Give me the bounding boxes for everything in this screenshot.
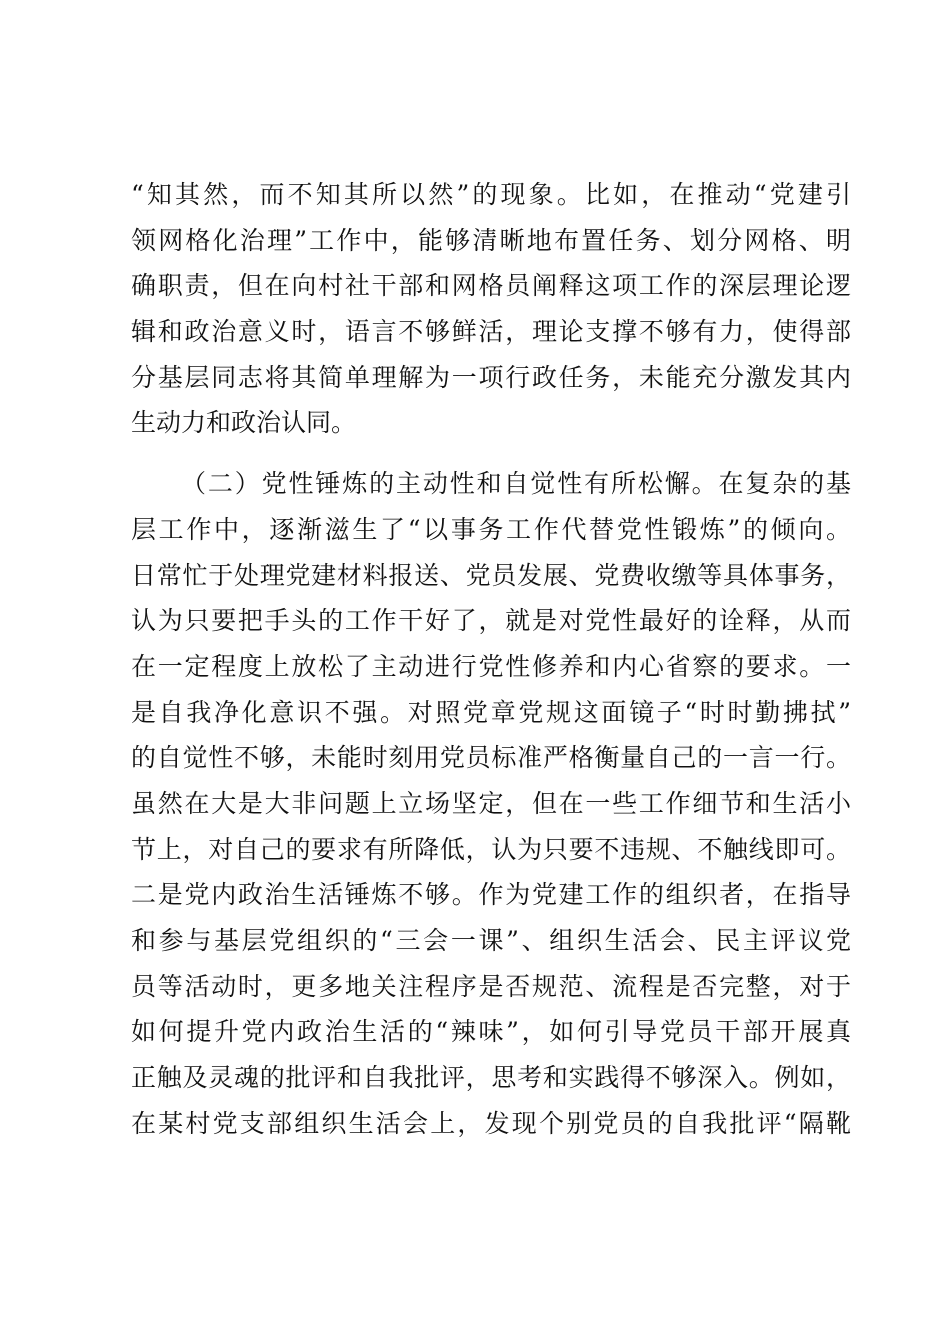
text-line: 员等活动时，更多地关注程序是否规范、流程是否完整，对于 [131, 971, 851, 1001]
text-line: 虽然在大是大非问题上立场坚定，但在一些工作细节和生活小 [131, 788, 851, 818]
text-line: “知其然，而不知其所以然”的现象。比如，在推动“党建引 [131, 180, 851, 209]
section-heading-line: （二）党性锤炼的主动性和自觉性有所松懈。在复杂的基 [181, 469, 851, 499]
text-line: 节上，对自己的要求有所降低，认为只要不违规、不触线即可。 [131, 834, 851, 864]
text-line: 是自我净化意识不强。对照党章党规这面镜子“时时勤拂拭” [131, 697, 851, 727]
text-line: 分基层同志将其简单理解为一项行政任务，未能充分激发其内 [131, 362, 851, 392]
text-line: 生动力和政治认同。 [131, 408, 357, 438]
text-line: 如何提升党内政治生活的“辣味”，如何引导党员干部开展真 [131, 1017, 851, 1047]
paragraph-continuation [131, 172, 851, 446]
text-line: 二是党内政治生活锤炼不够。作为党建工作的组织者，在指导 [131, 880, 851, 910]
paragraph-section-two [131, 461, 851, 1146]
body-text [131, 172, 851, 1146]
text-line: 确职责，但在向村社干部和网格员阐释这项工作的深层理论逻 [131, 271, 851, 301]
text-line: 日常忙于处理党建材料报送、党员发展、党费收缴等具体事务， [131, 560, 851, 590]
text-line: 认为只要把手头的工作干好了，就是对党性最好的诠释，从而 [131, 606, 851, 636]
text-line: 的自觉性不够，未能时刻用党员标准严格衡量自己的一言一行。 [131, 743, 851, 773]
text-line: 和参与基层党组织的“三会一课”、组织生活会、民主评议党 [131, 926, 851, 955]
text-line: 辑和政治意义时，语言不够鲜活，理论支撑不够有力，使得部 [131, 317, 851, 347]
paragraph-gap [131, 446, 851, 461]
text-line: 层工作中，逐渐滋生了“以事务工作代替党性锻炼”的倾向。 [131, 514, 851, 544]
text-line: 在一定程度上放松了主动进行党性修养和内心省察的要求。一 [131, 651, 851, 681]
text-line: 领网格化治理”工作中，能够清晰地布置任务、划分网格、明 [131, 225, 851, 255]
text-line: 在某村党支部组织生活会上，发现个别党员的自我批评“隔靴 [131, 1108, 851, 1138]
text-line: 正触及灵魂的批评和自我批评，思考和实践得不够深入。例如， [131, 1063, 851, 1093]
